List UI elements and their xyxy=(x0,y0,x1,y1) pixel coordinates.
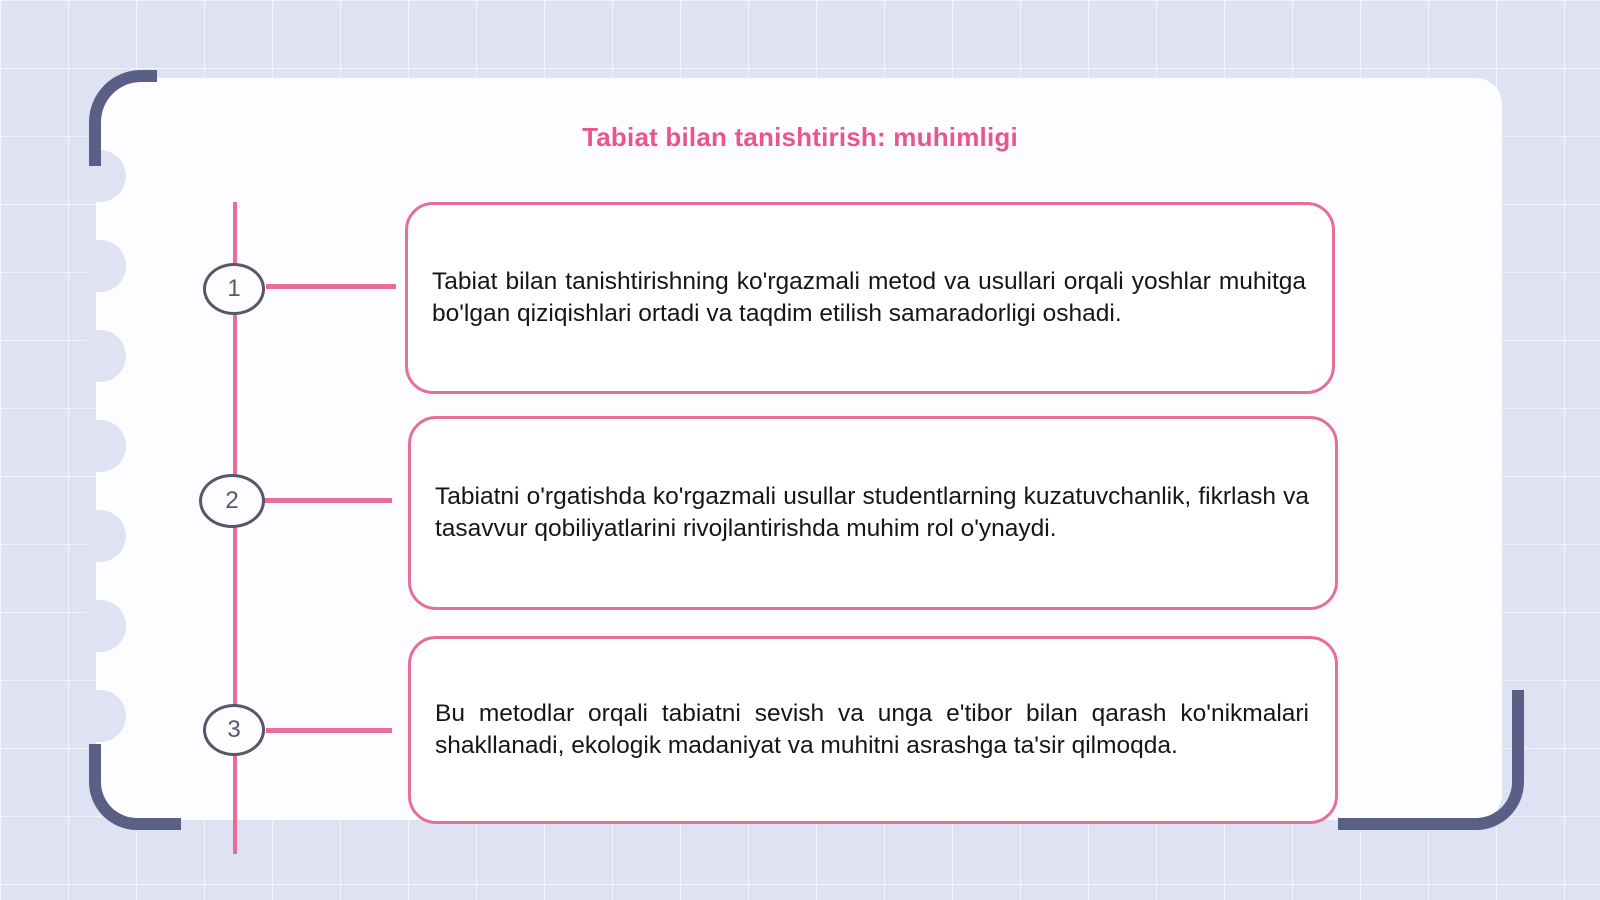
step-number-badge: 1 xyxy=(203,263,265,315)
step-card-text: Tabiatni o'rgatishda ko'rgazmali usullar studentlarning kuzatuvchanlik, fikrlash va tasavvur qobiliyatlarini rivojlantirishda muhim rol o'ynaydi. xyxy=(435,483,1309,542)
step-card-text: Tabiat bilan tanishtirishning ko'rgazmali metod va usullari orqali yoshlar muhitga bo'lgan qiziqishlari ortadi va taqdim etilish samaradorligi oshadi. xyxy=(432,268,1306,327)
slide-title: Tabiat bilan tanishtirish: muhimligi xyxy=(582,122,1018,152)
step-card-text: Bu metodlar orqali tabiatni sevish va unga e'tibor bilan qarash ko'nikmalari shakllanadi, ekologik madaniyat va muhitni asrashga ta'sir qilmoqda. xyxy=(435,700,1309,759)
corner-bracket-bottom-right xyxy=(1338,690,1524,830)
step-card xyxy=(408,636,1338,824)
step-number-badge: 2 xyxy=(199,474,265,528)
corner-bracket-bottom-left xyxy=(89,744,181,830)
step-card xyxy=(408,416,1338,610)
timeline-connector xyxy=(266,284,396,289)
timeline-connector xyxy=(262,498,392,503)
timeline-connector xyxy=(266,728,392,733)
step-card xyxy=(405,202,1335,394)
step-number-badge: 3 xyxy=(203,704,265,756)
corner-bracket-top-left xyxy=(89,70,157,166)
